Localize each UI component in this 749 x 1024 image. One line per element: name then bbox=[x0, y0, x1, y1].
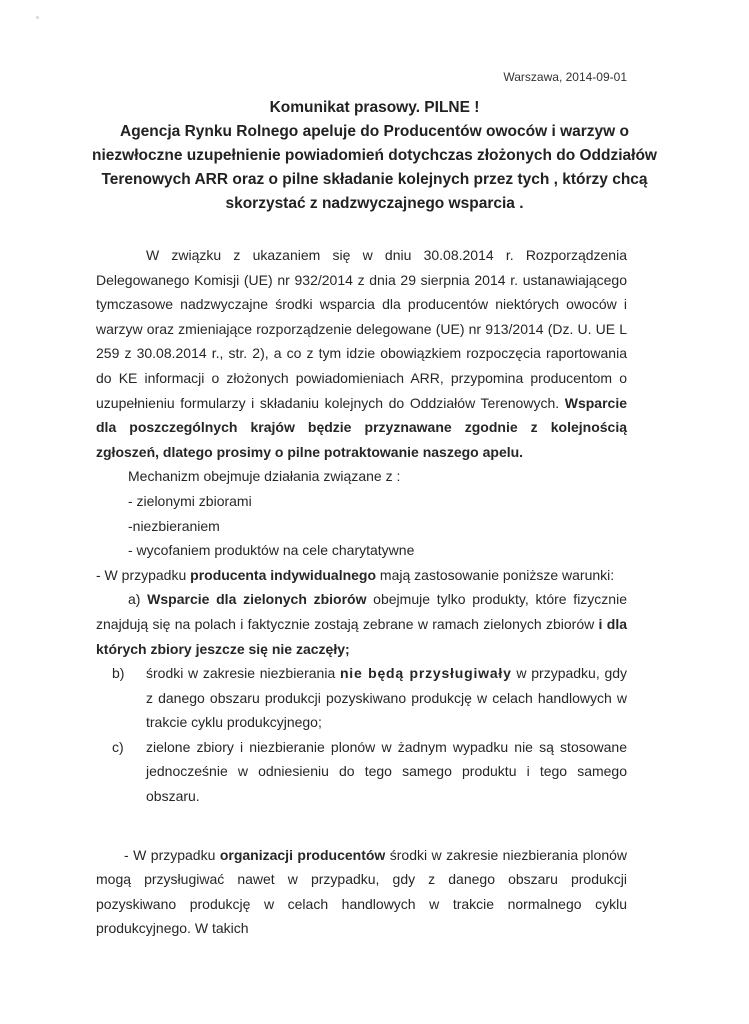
heading-title: Komunikat prasowy. PILNE ! bbox=[269, 99, 480, 116]
individual-producer-line bbox=[96, 563, 627, 588]
date-line: Warszawa, 2014-09-01 bbox=[503, 70, 627, 84]
individual-suffix: mają zastosowanie poniższe warunki: bbox=[376, 566, 615, 583]
condition-a-bold-end: i dla których zbiory jeszcze się nie zaczęły; bbox=[96, 615, 627, 657]
condition-b-text: środki w zakresie niezbierania bbox=[146, 665, 340, 682]
condition-a-text: obejmuje tylko produkty, które fizycznie znajdują się na polach i faktycznie zostają zebrane w ramach zielonych zbiorów bbox=[96, 591, 627, 632]
condition-c-text: zielone zbiory i niezbieranie plonów w żadnym wypadku nie są stosowane jednocześnie w odniesieniu do tego samego produktu i tego samego obszaru. bbox=[146, 738, 627, 805]
condition-b-text-end: w przypadku, gdy z danego obszaru produkcji pozyskiwano produkcję w celach handlowych w trakcie cyklu produkcyjnego; bbox=[146, 665, 628, 731]
condition-b bbox=[96, 661, 627, 735]
individual-prefix: - W przypadku bbox=[96, 566, 191, 583]
heading-line: Terenowych ARR oraz o pilne składanie kolejnych przez tych , którzy chcą bbox=[101, 171, 648, 188]
spacer bbox=[96, 809, 627, 833]
condition-c-marker: c) bbox=[112, 738, 124, 755]
mechanism-item: - zielonymi zbiorami bbox=[128, 492, 252, 509]
condition-a-marker: a) bbox=[128, 591, 141, 608]
organization-paragraph bbox=[96, 843, 627, 941]
intro-bold-text: Wsparcie dla poszczególnych krajów będzie przyznawane zgodnie z kolejnością zgłoszeń, dlatego prosimy o pilne potraktowanie naszego apelu. bbox=[96, 394, 627, 460]
document-heading bbox=[80, 96, 669, 216]
scan-speck bbox=[36, 16, 39, 19]
heading-line: Agencja Rynku Rolnego apeluje do Producentów owoców i warzyw o bbox=[120, 123, 629, 140]
individual-bold: producenta indywidualnego bbox=[190, 566, 377, 583]
heading-line: skorzystać z nadzwyczajnego wsparcia . bbox=[225, 195, 524, 212]
condition-a bbox=[96, 587, 627, 661]
intro-text: W związku z ukazaniem się w dniu 30.08.2014 r. Rozporządzenia Delegowanego Komisji (UE) nr 932/2014 z dnia 29 sierpnia 2014 r. ustanawiającego tymczasowe nadzwyczajne środki wsparcia dla producentów niektórych owoców i warzyw oraz zmieniające rozporządzenie delegowane (UE) nr 913/2014 (Dz. U. UE L 259 z 30.08.2014 r., str. 2), a co z tym idzie obowiązkiem rozpoczęcia raportowania do KE informacji o złożonych powiadomieniach ARR, przypomina producentom o uzupełnieniu formularzy i składaniu kolejnych do Oddziałów Terenowych. bbox=[96, 247, 627, 411]
organization-bold: organizacji producentów bbox=[219, 846, 386, 863]
mechanism-intro: Mechanizm obejmuje działania związane z : bbox=[128, 468, 401, 485]
organization-prefix: - W przypadku bbox=[124, 846, 220, 863]
heading-line: niezwłoczne uzupełnienie powiadomień dotychczas złożonych do Oddziałów bbox=[92, 147, 657, 164]
document-body bbox=[96, 243, 627, 941]
condition-b-marker: b) bbox=[112, 665, 125, 682]
condition-a-bold: Wsparcie dla zielonych zbiorów bbox=[147, 591, 367, 608]
condition-c bbox=[96, 735, 627, 809]
organization-text: środki w zakresie niezbierania plonów mogą przysługiwać nawet w przypadku, gdy z danego obszaru produkcji pozyskiwano produkcję w celach handlowych w trakcie normalnego cyklu produkcyjnego. W takich bbox=[96, 846, 627, 937]
mechanism-item: -niezbieraniem bbox=[128, 517, 220, 534]
intro-paragraph bbox=[96, 243, 627, 464]
mechanism-item: - wycofaniem produktów na cele charytatywne bbox=[128, 542, 415, 559]
condition-b-bold: nie będą przysługiwały bbox=[339, 665, 512, 682]
